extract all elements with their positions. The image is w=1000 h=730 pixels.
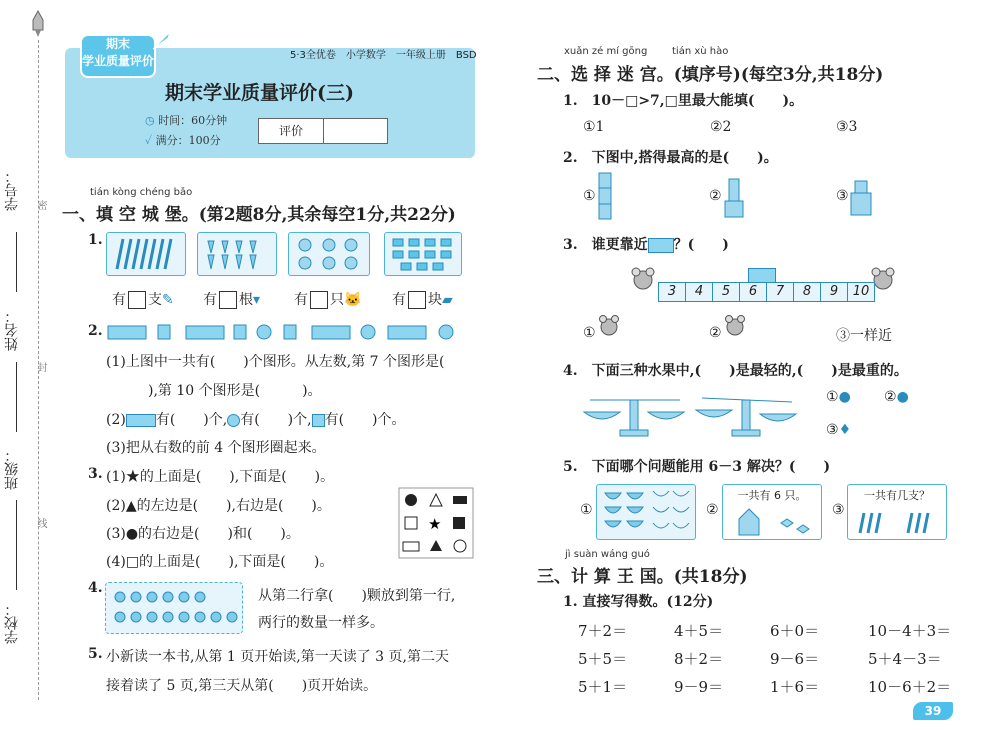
s2-q2-option-a[interactable]: ① xyxy=(583,188,596,204)
s1-title: 一、填 空 城 堡。(第2题8分,其余每空1分,共22分) xyxy=(62,205,456,225)
q2-line1: (1)上图中一共有( )个图形。从左数,第 7 个图形是( xyxy=(106,354,445,370)
s2-q4-option-b[interactable]: ②● xyxy=(884,389,909,405)
pencils-card xyxy=(847,484,947,540)
name-line xyxy=(16,362,17,432)
carrot-icon: ▾ xyxy=(253,292,261,308)
xian-mark: 线 xyxy=(35,518,46,528)
s2-pinyin1: xuǎn zé mí gōng xyxy=(564,46,648,57)
q5-line1: 小新读一本书,从第 1 页开始读,第一天读了 3 页,第二天 xyxy=(106,649,449,665)
time-info: ◷ 时间：60分钟 xyxy=(145,114,228,127)
track-cell: 4 xyxy=(685,282,713,302)
pencils-card-text: 一共有几支？ xyxy=(864,489,930,502)
s2-q3-option-b[interactable]: ② xyxy=(709,325,722,341)
s2-q2-option-c[interactable]: ③ xyxy=(836,188,849,204)
pineapple-icon: ♦ xyxy=(838,422,852,438)
track-cell: 8 xyxy=(793,282,821,302)
student-no-label: 学号： xyxy=(4,169,20,211)
rocket-icon xyxy=(30,10,46,38)
number-track xyxy=(658,282,874,302)
feng-mark: 封 xyxy=(35,362,46,372)
q2-line3: (2) 有( )个, 有( )个, 有( )个。 xyxy=(106,412,406,428)
watermelon-image xyxy=(596,484,696,540)
answer-box[interactable] xyxy=(219,291,237,309)
candy-rows-image xyxy=(105,582,243,634)
s2-q1-text: 1. 10－□>7,□里最大能填( )。 xyxy=(563,93,804,109)
school-label: 学校： xyxy=(4,602,20,645)
s2-q3-text: 3. 谁更靠近 ？( ) xyxy=(563,237,729,253)
page-number: 39 xyxy=(913,702,953,720)
arith-item[interactable]: 7＋2＝ xyxy=(578,622,628,640)
q5-line2: 接着读了 5 页,第三天从第( )页开始读。 xyxy=(106,678,378,694)
student-no-line xyxy=(16,232,17,292)
q1-answer-pencils: 有 支✎ xyxy=(112,292,174,308)
cuboid-icon xyxy=(126,414,156,427)
arith-item[interactable]: 10－6＋2＝ xyxy=(868,678,952,696)
s3-title: 三、计 算 王 国。(共18分) xyxy=(537,567,748,587)
s2-q1-option-c[interactable]: ③3 xyxy=(836,119,858,135)
track-cell: 7 xyxy=(766,282,794,302)
track-cell: 6 xyxy=(739,282,767,302)
q3-number: 3. xyxy=(88,466,103,482)
q2-line4: (3)把从右数的前 4 个图形圈起来。 xyxy=(106,440,326,456)
cheese-icon xyxy=(648,238,674,253)
q3-line1: (1)★的上面是( ),下面是( )。 xyxy=(106,469,335,485)
candies-image xyxy=(384,232,462,276)
birds-card xyxy=(722,484,822,540)
s2-q5-option-c[interactable]: ③ xyxy=(832,502,845,518)
track-cell: 9 xyxy=(820,282,848,302)
stack-b-image xyxy=(724,178,744,222)
q3-line4: (4)□的上面是( ),下面是( )。 xyxy=(106,554,334,570)
arith-item[interactable]: 6＋0＝ xyxy=(770,622,820,640)
arith-item[interactable]: 8＋2＝ xyxy=(674,650,724,668)
s2-q1-option-b[interactable]: ②2 xyxy=(710,119,732,135)
arith-item[interactable]: 1＋6＝ xyxy=(770,678,820,696)
balance-scales-image xyxy=(580,388,800,444)
exam-tag: 期末 学业质量评价 xyxy=(80,34,156,78)
answer-box[interactable] xyxy=(408,291,426,309)
svg-text:★: ★ xyxy=(428,515,442,533)
answer-box[interactable] xyxy=(310,291,328,309)
s2-q4-option-c[interactable]: ③♦ xyxy=(826,422,852,438)
arith-item[interactable]: 5＋1＝ xyxy=(578,678,628,696)
class-label: 班级： xyxy=(4,448,20,490)
shapes-row xyxy=(106,320,466,348)
track-cell: 10 xyxy=(847,282,875,302)
name-label: 姓名： xyxy=(4,309,20,351)
cube-icon xyxy=(312,414,325,427)
q1-number: 1. xyxy=(88,232,103,248)
pencil-icon: ✎ xyxy=(162,292,174,308)
s2-q1-option-a[interactable]: ①1 xyxy=(583,119,605,135)
s2-pinyin2: tián xù hào xyxy=(672,46,729,57)
q1-answer-candies: 有 块▰ xyxy=(392,292,453,308)
stack-c-image xyxy=(850,180,872,220)
evaluation-box: 评价 xyxy=(258,118,388,144)
q3-line2: (2)▲的左边是( ),右边是( )。 xyxy=(106,498,331,514)
arith-item[interactable]: 4＋5＝ xyxy=(674,622,724,640)
sphere-icon xyxy=(227,414,240,427)
stack-a-image xyxy=(598,172,612,224)
q1-answer-cats: 有 只🐱 xyxy=(294,292,362,308)
answer-box[interactable] xyxy=(128,291,146,309)
s2-q2-option-b[interactable]: ② xyxy=(709,188,722,204)
clock-icon: ◷ xyxy=(145,114,159,127)
s2-q2-text: 2. 下图中,搭得最高的是( )。 xyxy=(563,150,778,166)
s2-q4-text: 4. 下面三种水果中,( )是最轻的,( )是最重的。 xyxy=(563,363,908,379)
cats-image xyxy=(288,232,370,276)
s3-subtitle: 1. 直接写得数。(12分) xyxy=(563,594,714,610)
arith-item[interactable]: 5＋5＝ xyxy=(578,650,628,668)
s1-pinyin: tián kòng chéng bǎo xyxy=(90,187,193,198)
s2-q3-option-c[interactable]: ③一样近 xyxy=(836,328,892,344)
fruit-a-icon: ● xyxy=(838,389,851,405)
arith-item[interactable]: 9－6＝ xyxy=(770,650,820,668)
s2-q5-option-b[interactable]: ② xyxy=(706,502,719,518)
mi-mark: 密 xyxy=(35,200,46,210)
q4-number: 4. xyxy=(88,580,103,596)
track-cell: 3 xyxy=(658,282,686,302)
arith-item[interactable]: 5＋4－3＝ xyxy=(868,650,942,668)
q4-line1: 从第二行拿( )颗放到第一行, xyxy=(258,588,456,604)
s2-title: 二、选 择 迷 宫。(填序号)(每空3分,共18分) xyxy=(537,65,884,85)
cheese-on-track-icon xyxy=(748,268,776,283)
q5-number: 5. xyxy=(88,646,103,662)
track-cell: 5 xyxy=(712,282,740,302)
s2-q5-text: 5. 下面哪个问题能用 6－3 解决？( ) xyxy=(563,459,831,475)
mouse-left-icon xyxy=(630,266,656,300)
q3-line3: (3)●的右边是( )和( )。 xyxy=(106,526,300,542)
s2-q4-option-a[interactable]: ①● xyxy=(826,389,851,405)
pencils-image xyxy=(106,232,186,276)
series-info: 5·3全优卷 小学数学 一年级上册 BSD xyxy=(290,50,477,61)
q2-line2: ),第 10 个图形是( )。 xyxy=(106,383,322,399)
shape-grid xyxy=(398,487,474,563)
arith-item[interactable]: 9－9＝ xyxy=(674,678,724,696)
s2-q3-option-a[interactable]: ① xyxy=(583,325,596,341)
rocket-deco-icon xyxy=(150,30,172,56)
s3-pinyin: jì suàn wáng guó xyxy=(565,549,650,560)
apple-icon: ● xyxy=(896,389,909,405)
arith-item[interactable]: 10－4＋3＝ xyxy=(868,622,952,640)
page-title: 期末学业质量评价(三) xyxy=(165,82,354,104)
check-icon: ✓ xyxy=(145,134,156,147)
candy-icon: ▰ xyxy=(442,292,453,308)
birds-card-text: 一共有 6 只。 xyxy=(737,489,807,502)
cat-icon: 🐱 xyxy=(344,292,362,308)
class-line xyxy=(16,500,17,590)
carrots-image xyxy=(197,232,277,276)
score-info: ✓ 满分：100分 xyxy=(145,134,221,147)
mouse-b-icon xyxy=(724,314,746,344)
q1-answer-carrots: 有 根▾ xyxy=(203,292,261,308)
q2-number: 2. xyxy=(88,323,103,339)
q4-line2: 两行的数量一样多。 xyxy=(258,615,384,631)
s2-q5-option-a[interactable]: ① xyxy=(580,502,593,518)
mouse-a-icon xyxy=(598,314,620,344)
